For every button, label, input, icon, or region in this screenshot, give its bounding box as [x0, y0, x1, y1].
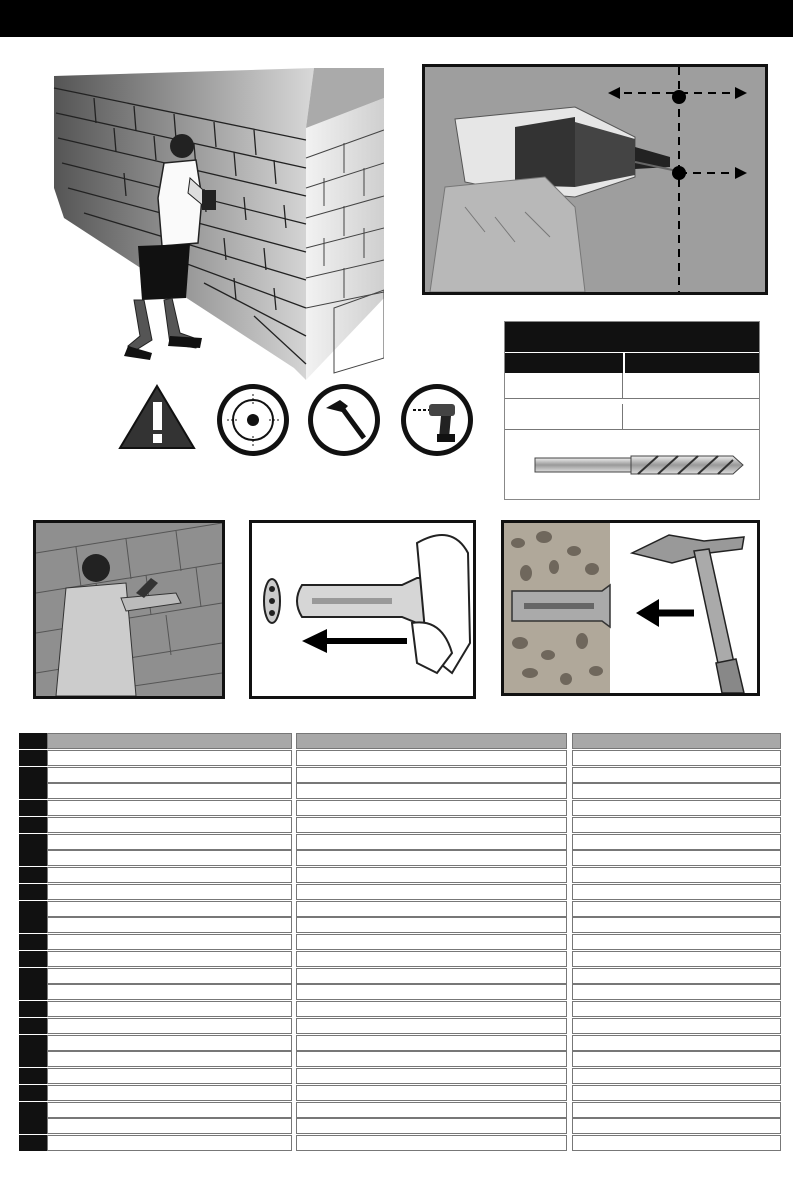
table-cell [296, 1051, 567, 1067]
table-cell [47, 1018, 292, 1034]
table-cell [47, 867, 292, 883]
table-cell [296, 1018, 567, 1034]
target-mark-icon [217, 384, 289, 456]
row-number-cell [19, 750, 47, 766]
table-cell [296, 1085, 567, 1101]
table-cell [47, 951, 292, 967]
table-row [19, 934, 781, 951]
table-cell [572, 917, 781, 933]
table-cell [296, 1068, 567, 1084]
row-number-cell [19, 783, 47, 799]
table-cell [572, 767, 781, 783]
warning-icon [118, 384, 196, 450]
row-number-cell [19, 800, 47, 816]
table-cell [572, 1018, 781, 1034]
table-cell [572, 968, 781, 984]
spec-cell [505, 373, 623, 399]
table-cell [572, 951, 781, 967]
table-cell [47, 750, 292, 766]
table-row [19, 984, 781, 1001]
table-row [19, 901, 781, 918]
table-cell [296, 850, 567, 866]
table-cell [572, 817, 781, 833]
table-row [19, 850, 781, 867]
table-cell [296, 800, 567, 816]
table-header-row [19, 733, 781, 750]
row-number-cell [19, 968, 47, 984]
table-cell [572, 867, 781, 883]
table-cell [572, 1118, 781, 1134]
row-number-cell [19, 1051, 47, 1067]
table-row [19, 1035, 781, 1052]
table-cell [296, 867, 567, 883]
table-cell [296, 884, 567, 900]
table-cell [572, 800, 781, 816]
table-cell [572, 783, 781, 799]
table-row [19, 1102, 781, 1119]
spec-cell [623, 404, 759, 430]
table-cell [47, 934, 292, 950]
hammer-anchor-illustration [501, 520, 760, 696]
row-number-cell [19, 834, 47, 850]
table-cell [47, 884, 292, 900]
table-row [19, 1018, 781, 1035]
hammer-icon [308, 384, 380, 456]
table-cell [47, 1068, 292, 1084]
table-cell [47, 901, 292, 917]
table-cell [572, 834, 781, 850]
table-row [19, 834, 781, 851]
spec-cell [623, 373, 759, 399]
table-cell [47, 783, 292, 799]
table-cell [296, 1035, 567, 1051]
table-cell [47, 1001, 292, 1017]
table-header-cell [296, 733, 567, 749]
table-cell [296, 834, 567, 850]
table-cell [572, 750, 781, 766]
spec-column-header-1 [505, 353, 623, 373]
table-cell [296, 901, 567, 917]
row-number-cell [19, 767, 47, 783]
table-cell [47, 834, 292, 850]
table-cell [47, 968, 292, 984]
table-header-cell [572, 733, 781, 749]
table-cell [572, 1068, 781, 1084]
row-number-cell [19, 817, 47, 833]
table-cell [296, 1001, 567, 1017]
table-cell [47, 1051, 292, 1067]
table-cell [296, 934, 567, 950]
table-cell [47, 850, 292, 866]
header-bar [0, 0, 793, 37]
row-number-cell [19, 901, 47, 917]
table-cell [572, 1085, 781, 1101]
table-row [19, 884, 781, 901]
table-row [19, 767, 781, 784]
table-row [19, 951, 781, 968]
table-row [19, 750, 781, 767]
drill-icon [401, 384, 473, 456]
table-header-cell [47, 733, 292, 749]
table-cell [47, 1102, 292, 1118]
row-number-cell [19, 951, 47, 967]
table-cell [296, 951, 567, 967]
row-number-cell [19, 1135, 47, 1151]
drill-spec-table [504, 321, 760, 500]
table-cell [296, 984, 567, 1000]
table-row [19, 867, 781, 884]
row-number-cell [19, 850, 47, 866]
table-cell [47, 800, 292, 816]
table-cell [572, 901, 781, 917]
table-cell [296, 783, 567, 799]
table-cell [572, 850, 781, 866]
table-cell [572, 1051, 781, 1067]
drill-bit-icon [533, 450, 745, 480]
table-cell [47, 1135, 292, 1151]
row-number-cell [19, 884, 47, 900]
table-cell [47, 817, 292, 833]
table-row [19, 783, 781, 800]
spec-cell [505, 404, 623, 430]
row-number-cell [19, 1102, 47, 1118]
row-number-cell [19, 733, 47, 749]
row-number-cell [19, 917, 47, 933]
table-cell [296, 1135, 567, 1151]
table-cell [572, 1135, 781, 1151]
table-cell [572, 1001, 781, 1017]
row-number-cell [19, 1118, 47, 1134]
anchor-insertion-illustration [249, 520, 476, 699]
table-row [19, 817, 781, 834]
table-row [19, 968, 781, 985]
table-cell [47, 767, 292, 783]
table-row [19, 1051, 781, 1068]
table-cell [296, 917, 567, 933]
table-cell [47, 1118, 292, 1134]
drill-photo [422, 64, 768, 295]
row-number-cell [19, 1085, 47, 1101]
table-cell [296, 767, 567, 783]
row-number-cell [19, 1018, 47, 1034]
row-number-cell [19, 1068, 47, 1084]
table-row [19, 1135, 781, 1152]
table-cell [572, 1035, 781, 1051]
table-row [19, 1001, 781, 1018]
table-cell [572, 884, 781, 900]
table-cell [296, 1102, 567, 1118]
table-cell [296, 750, 567, 766]
table-cell [47, 1035, 292, 1051]
table-cell [296, 1118, 567, 1134]
table-row [19, 917, 781, 934]
brick-wall-illustration [24, 68, 384, 380]
row-number-cell [19, 984, 47, 1000]
table-row [19, 1068, 781, 1085]
table-cell [572, 934, 781, 950]
parts-table [19, 733, 781, 1183]
hammer-scene-photo [33, 520, 225, 699]
row-number-cell [19, 934, 47, 950]
row-number-cell [19, 1035, 47, 1051]
table-cell [47, 984, 292, 1000]
table-cell [572, 984, 781, 1000]
row-number-cell [19, 867, 47, 883]
table-row [19, 1118, 781, 1135]
table-row [19, 1085, 781, 1102]
table-cell [296, 968, 567, 984]
row-number-cell [19, 1001, 47, 1017]
spec-column-header-2 [625, 353, 759, 373]
table-cell [296, 817, 567, 833]
table-row [19, 800, 781, 817]
spec-table-title [505, 322, 759, 352]
table-cell [572, 1102, 781, 1118]
table-cell [47, 1085, 292, 1101]
table-cell [47, 917, 292, 933]
